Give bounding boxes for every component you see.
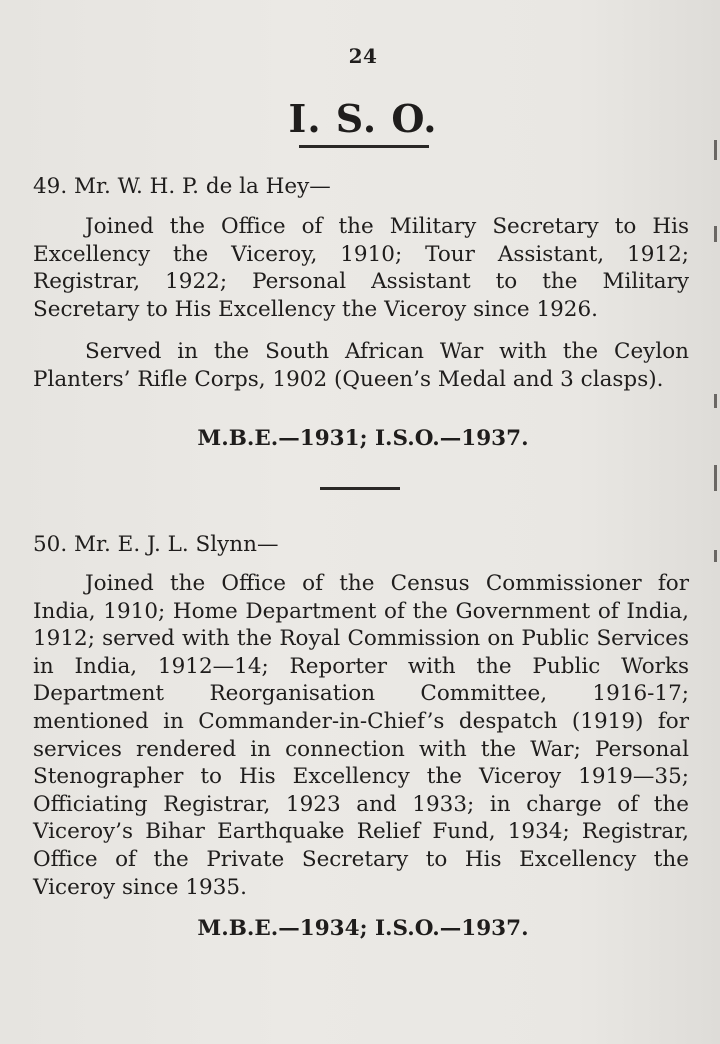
- section-heading: I. S. O.: [288, 96, 438, 141]
- heading-underline: [299, 145, 429, 148]
- entry-divider: [320, 487, 400, 490]
- entry-49-paragraph-1: Joined the Office of the Military Secretary to His Excellency the Viceroy, 1910; Tour Assistant, 1912; Registrar, 1922; Personal Assistant to the Military Secretary to His Excellency the Viceroy since 1926.: [33, 214, 689, 322]
- page-edge-mark: [714, 550, 717, 562]
- page-number: 24: [348, 44, 378, 68]
- entry-49-title: 49. Mr. W. H. P. de la Hey—: [33, 174, 331, 199]
- entry-50-awards: M.B.E.—1934; I.S.O.—1937.: [197, 916, 529, 941]
- entry-50-title: 50. Mr. E. J. L. Slynn—: [33, 532, 279, 557]
- entry-49-paragraph-2: Served in the South African War with the Ceylon Planters’ Rifle Corps, 1902 (Queen’s Medal and 3 clasps).: [33, 339, 689, 392]
- page-edge-mark: [714, 394, 717, 408]
- page-edge-mark: [714, 465, 717, 491]
- entry-50-paragraph-1: Joined the Office of the Census Commissioner for India, 1910; Home Department of the Government of India, 1912; served with the Royal Commission on Public Services in India, 1912—14; Reporter with the Public Works Department Reorganisation Committee, 1916-17; mentioned in Commander-in-Chief’s despatch (1919) for services rendered in connection with the War; Personal Stenographer to His Excellency the Viceroy 1919—35; Officiating Registrar, 1923 and 1933; in charge of the Viceroy’s Bihar Earthquake Relief Fund, 1934; Registrar, Office of the Private Secretary to His Excellency the Viceroy since 1935.: [33, 571, 689, 900]
- page-edge-mark: [714, 140, 717, 160]
- entry-49-awards: M.B.E.—1931; I.S.O.—1937.: [197, 426, 529, 451]
- page-edge-mark: [714, 226, 717, 242]
